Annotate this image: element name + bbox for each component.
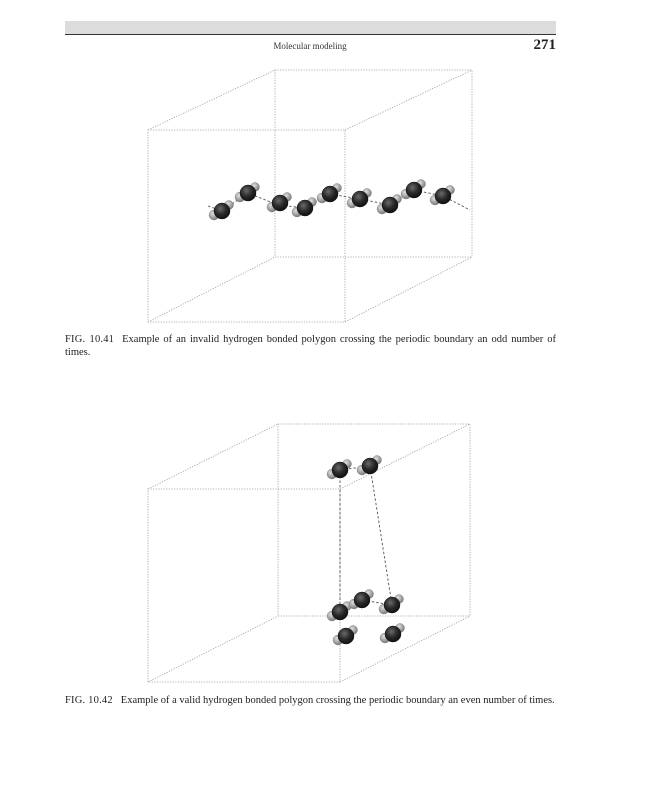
figure-label: FIG. 10.41 xyxy=(65,334,115,345)
water-molecule xyxy=(357,456,382,476)
water-molecule xyxy=(349,590,374,610)
edge-top-right xyxy=(340,424,470,489)
edge-top-left xyxy=(148,424,278,489)
figure-10-42 xyxy=(0,400,647,690)
caption-text: Example of an invalid hydrogen bonded polygon crossing the periodic boundary an odd number of times. xyxy=(65,334,556,358)
front-face xyxy=(148,489,340,682)
water-molecule xyxy=(267,193,292,213)
running-head: Molecular modeling xyxy=(273,41,347,51)
water-molecule xyxy=(347,189,372,209)
water-molecule xyxy=(209,201,234,221)
back-face xyxy=(275,70,472,257)
water-molecule xyxy=(380,624,405,644)
page-number: 271 xyxy=(533,37,556,53)
water-molecule xyxy=(327,602,352,622)
water-molecule xyxy=(317,184,342,204)
water-molecule xyxy=(333,626,358,646)
water-molecule xyxy=(292,198,317,218)
caption-10-41 xyxy=(65,333,556,359)
caption-text: Example of a valid hydrogen bonded polygon crossing the periodic boundary an even number of times. xyxy=(120,695,555,706)
figure-10-42-illustration xyxy=(0,400,647,690)
water-molecule xyxy=(327,460,352,480)
hbond-ring xyxy=(340,466,392,612)
figure-label: FIG. 10.42 xyxy=(65,695,113,706)
water-molecule xyxy=(379,595,404,615)
water-molecule xyxy=(401,180,426,200)
water-molecule xyxy=(377,195,402,215)
edge-bottom-left xyxy=(148,616,278,682)
edge-bottom-left xyxy=(148,257,275,322)
front-face xyxy=(148,130,345,322)
water-molecule xyxy=(235,183,260,203)
back-face xyxy=(278,424,470,616)
caption-10-42 xyxy=(65,694,556,707)
figure-10-41 xyxy=(0,0,647,340)
edge-top-left xyxy=(148,70,275,130)
edge-bottom-right xyxy=(340,616,470,682)
edge-bottom-right xyxy=(345,257,472,322)
edge-top-right xyxy=(345,70,472,130)
figure-10-41-illustration xyxy=(0,0,647,340)
water-molecule xyxy=(430,186,455,206)
